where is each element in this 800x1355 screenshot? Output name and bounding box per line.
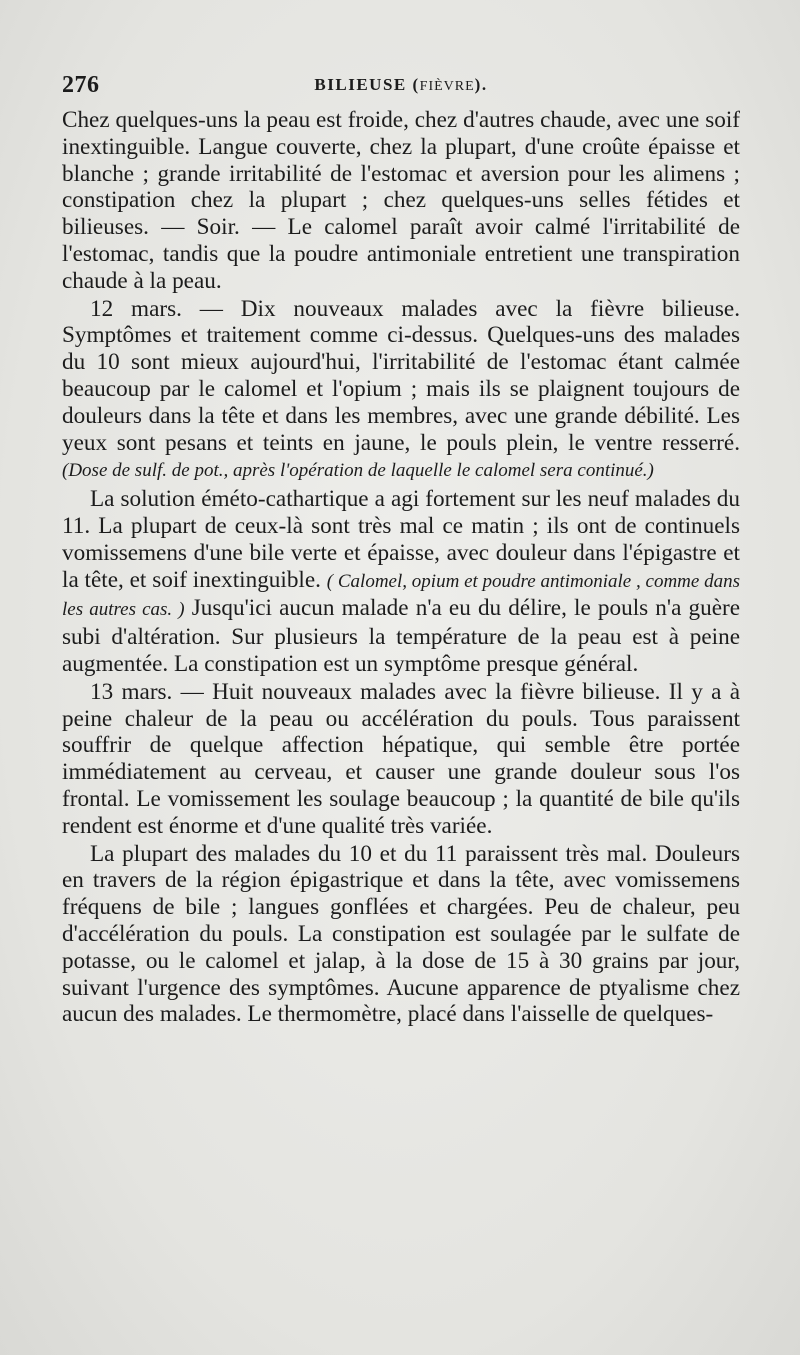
page-number: 276 [62, 72, 100, 98]
running-title-main: BILIEUSE ( [314, 75, 420, 94]
running-title-sub: FIÈVRE [419, 79, 475, 94]
paragraph-3 [62, 486, 740, 678]
paragraph-2 [62, 296, 740, 486]
paragraph-text: 13 mars. — Huit nouveaux malades avec la fièvre bilieuse. Il y a à peine chaleur de la peau ou accélération du pouls. Tous paraissent souffrir de quelque affection hépatique, qui semble être portée immédiatement au cerveau, et causer une grande douleur sous l'os frontal. Le vomissement les soulage beaucoup ; la quantité de bile qu'ils rendent est énorme et d'une qualité très variée. [62, 678, 740, 839]
paragraph-text: 12 mars. — Dix nouveaux malades avec la fièvre bilieuse. Symptômes et traitement comme ci-dessus. Quelques-uns des malades du 10 sont mieux aujourd'hui, l'irritabilité de l'estomac étant calmée beaucoup par le calomel et l'opium ; mais ils se plaignent toujours de douleurs dans la tête et dans les membres, avec une grande débilité. Les yeux sont pesans et teints en jaune, le pouls plein, le ventre resserré. [62, 295, 740, 456]
paragraph-text: Chez quelques-uns la peau est froide, chez d'autres chaude, avec une soif inextinguible. Langue couverte, chez la plupart, d'une croûte épaisse et blanche ; grande irritabilité de l'estomac et aversion pour les alimens ; constipation chez la plupart ; chez quelques-uns selles fétides et bilieuses. — Soir. — Le calomel paraît avoir calmé l'irritabilité de l'estomac, tandis que la poudre antimoniale entretient une transpiration chaude à la peau. [62, 107, 740, 294]
paragraph-italic-note: ( Calomel, opium et poudre antimoniale , comme dans les autres cas. ) [62, 570, 740, 621]
body-text [62, 107, 740, 1028]
paragraph-text: La solution éméto-cathartique a agi fortement sur les neuf malades du 11. La plupart de ceux-là sont très mal ce matin ; ils ont de continuels vomissemens d'une bile verte et épaisse, avec douleur dans l'épigastre et la tête, et soif inextinguible. [62, 486, 740, 593]
running-title [62, 75, 740, 95]
paragraph-4 [62, 679, 740, 840]
paragraph-text: La plupart des malades du 10 et du 11 paraissent très mal. Douleurs en travers de la région épigastrique et dans la tête, avec vomissemens fréquens de bile ; langues gonflées et chargées. Peu de chaleur, peu d'accélération du pouls. La constipation est soulagée par le sulfate de potasse, ou le calomel et jalap, à la dose de 15 à 30 grains par jour, suivant l'urgence des symptômes. Aucune apparence de ptyalisme chez aucun des malades. Le thermomètre, placé dans l'aisselle de quelques- [62, 840, 740, 1028]
running-title-close: ). [474, 75, 488, 94]
paragraph-1 [62, 107, 740, 295]
paragraph-text-continued: Jusqu'ici aucun malade n'a eu du délire, le pouls n'a guère subi d'altération. Sur plusieurs la température de la peau est à peine augmentée. La constipation est un symptôme presque général. [62, 595, 741, 677]
paragraph-5 [62, 841, 740, 1029]
paragraph-italic-note: (Dose de sulf. de pot., après l'opération de laquelle le calomel sera continué.) [62, 460, 654, 482]
page-header [62, 72, 740, 104]
